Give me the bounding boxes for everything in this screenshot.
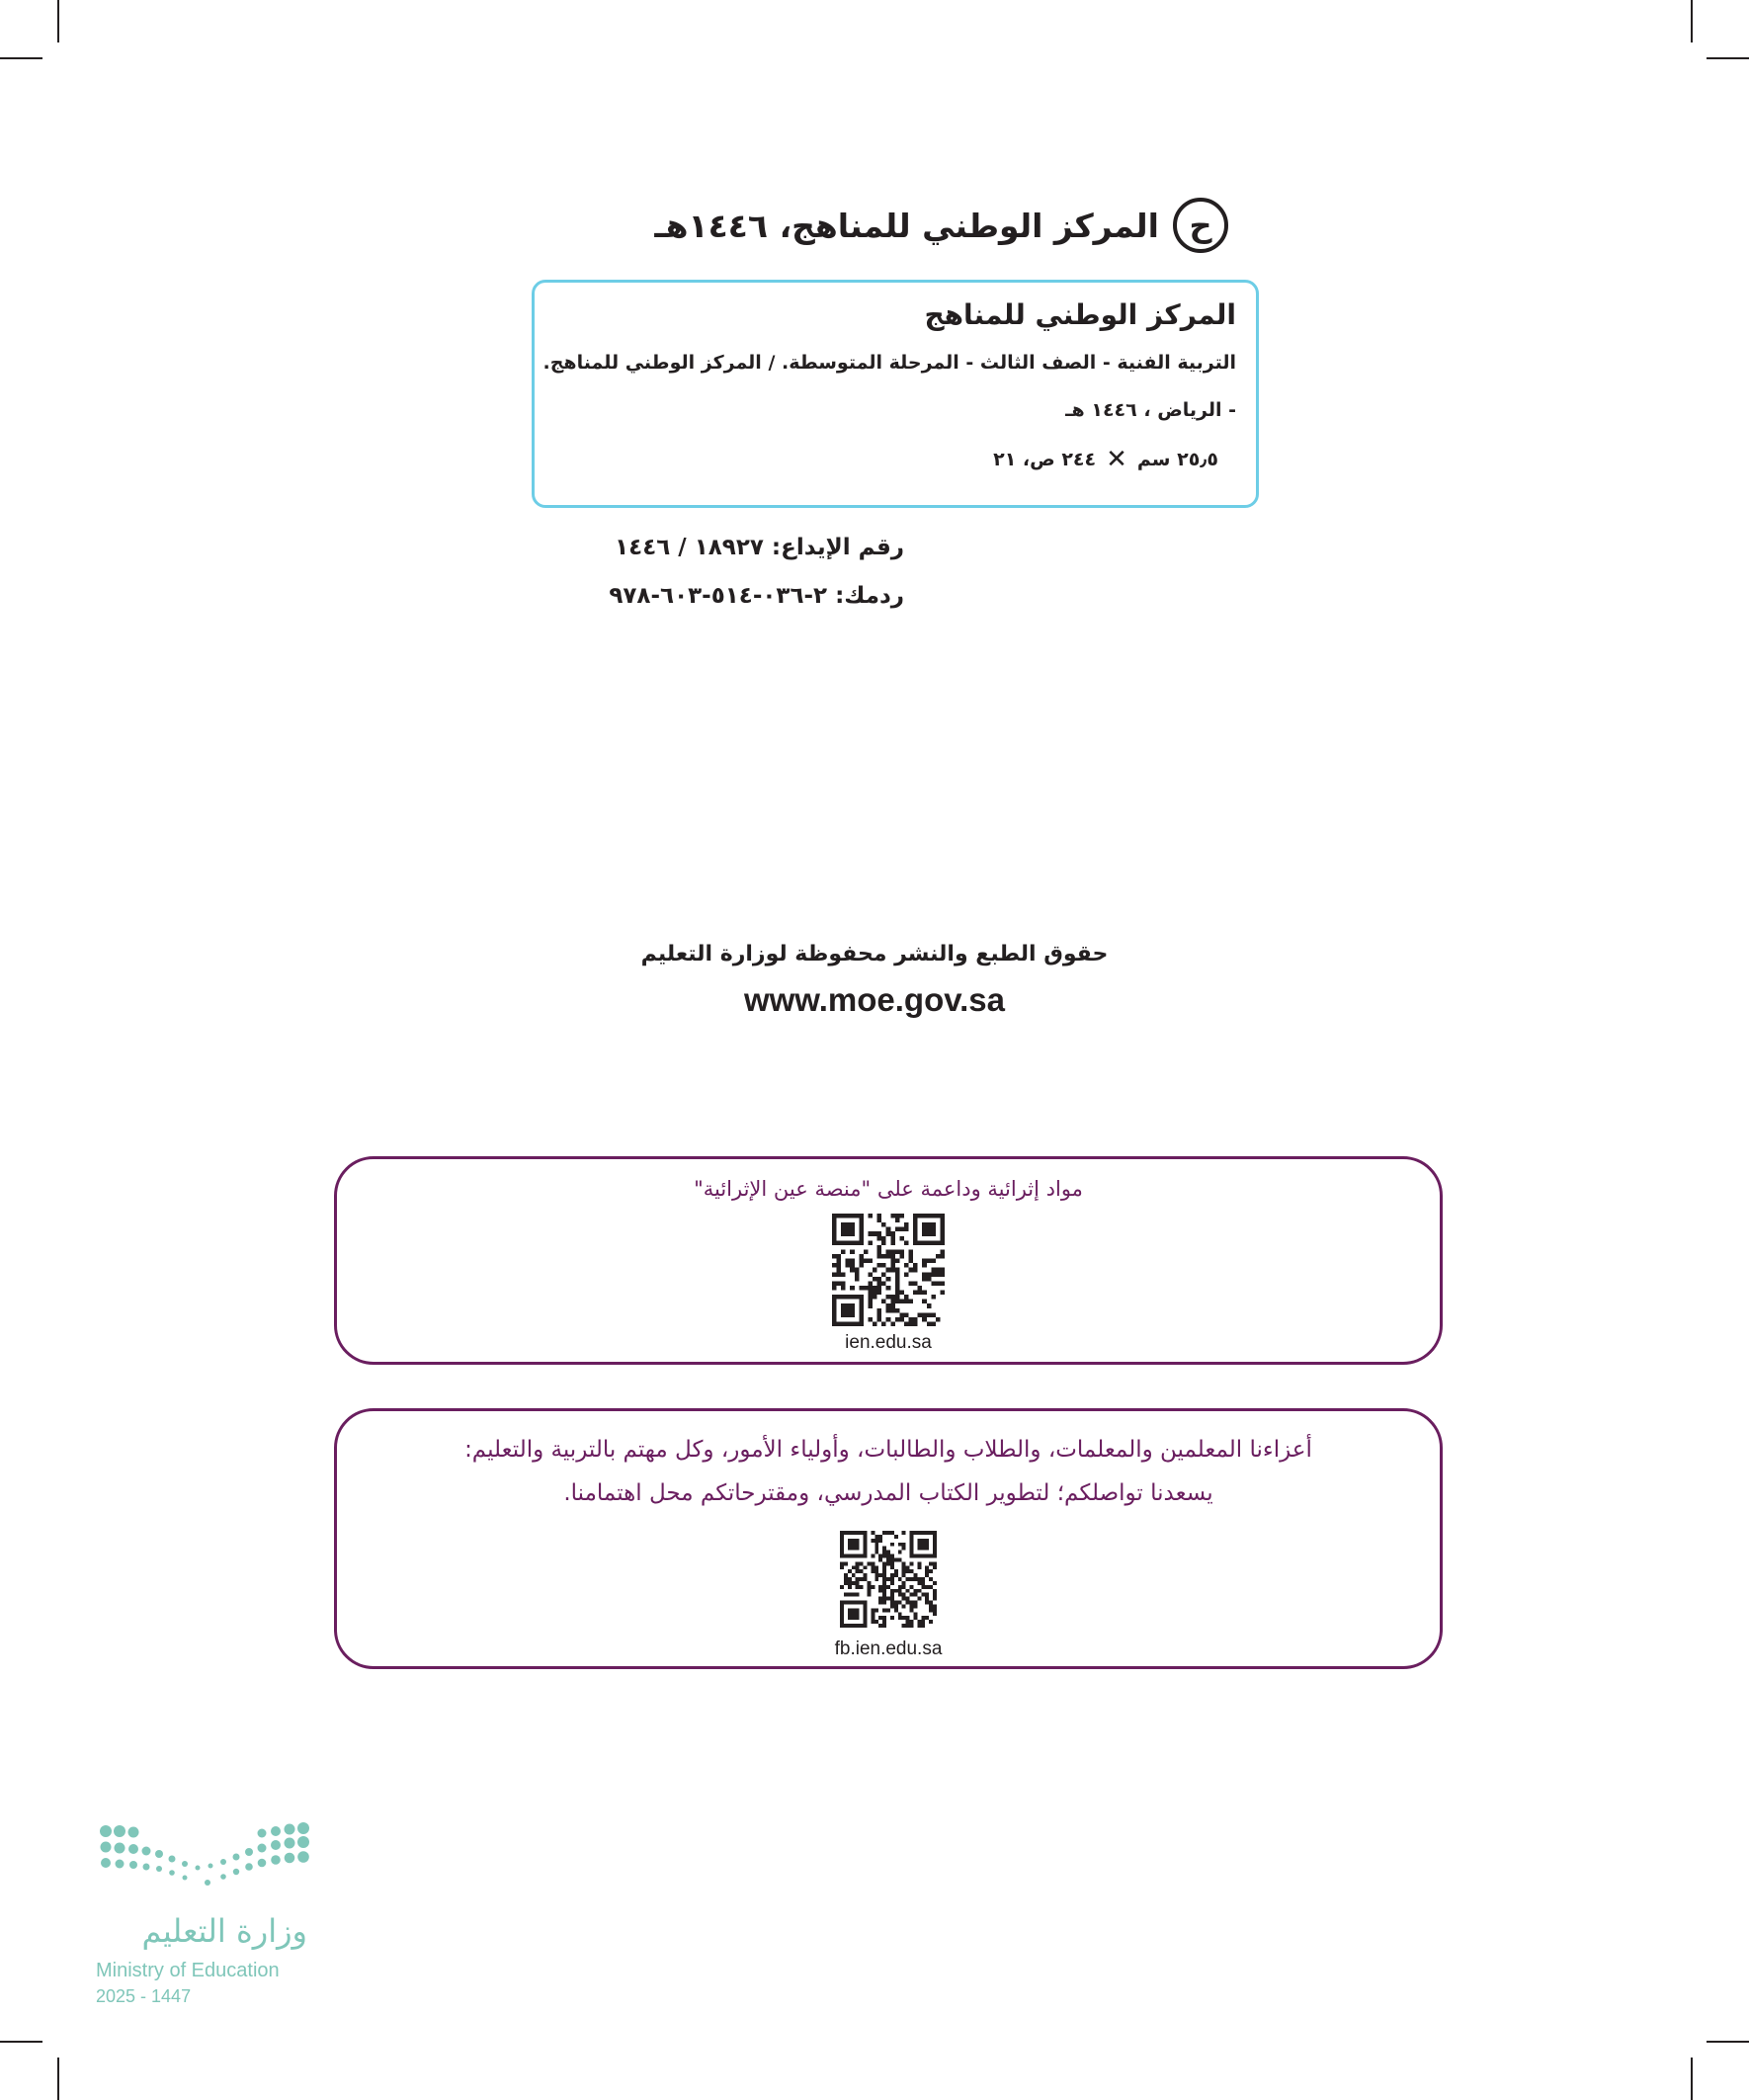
catalog-place-date: - الرياض ، ١٤٤٦ هـ xyxy=(1065,399,1236,421)
rights-notice: حقوق الطبع والنشر محفوظة لوزارة التعليم xyxy=(640,942,1109,966)
crop-mark xyxy=(1707,2041,1749,2043)
catalog-title: المركز الوطني للمناهج xyxy=(924,298,1236,331)
crop-mark xyxy=(1707,57,1749,59)
times-icon: ✕ xyxy=(1106,445,1127,474)
ien-caption: مواد إثرائية وداعمة على "منصة عين الإثرائية" xyxy=(694,1177,1083,1201)
deposit-number: رقم الإيداع: ١٨٩٢٧ / ١٤٤٦ xyxy=(615,535,904,560)
ien-platform-box xyxy=(334,1156,1443,1365)
crop-mark xyxy=(1691,0,1693,42)
qr-code-icon[interactable] xyxy=(840,1531,937,1628)
copyright-heading xyxy=(339,198,1228,253)
catalog-dimensions xyxy=(993,447,1218,472)
copyright-text: المركز الوطني للمناهج، ١٤٤٦هـ xyxy=(654,206,1159,245)
copyright-symbol: ح xyxy=(1189,207,1212,244)
catalog-size: ٢٥٫٥ سم xyxy=(1136,449,1218,470)
crop-mark xyxy=(57,0,59,42)
feedback-url[interactable]: fb.ien.edu.sa xyxy=(834,1638,943,1659)
ien-url[interactable]: ien.edu.sa xyxy=(845,1332,932,1353)
isbn-number: ردمك: ٢-٠٣٦-٥١٤-٦٠٣-٩٧٨ xyxy=(609,583,904,609)
crop-mark xyxy=(0,2041,42,2043)
crop-mark xyxy=(0,57,42,59)
catalog-description: التربية الفنية - الصف الثالث - المرحلة المتوسطة. / المركز الوطني للمناهج. xyxy=(542,352,1236,374)
crop-mark xyxy=(1691,2058,1693,2100)
ministry-year: 2025 - 1447 xyxy=(96,1986,192,2006)
ministry-website-link[interactable]: www.moe.gov.sa xyxy=(743,981,1006,1018)
ministry-name-arabic: وزارة التعليم xyxy=(141,1912,307,1950)
ministry-name-english: Ministry of Education xyxy=(96,1960,280,1981)
copyright-icon xyxy=(1173,198,1228,253)
qr-code-icon[interactable] xyxy=(832,1214,945,1326)
feedback-greeting: أعزاءنا المعلمين والمعلمات، والطلاب والطالبات، وأولياء الأمور، وكل مهتم بالتربية والتعليم: xyxy=(464,1437,1312,1463)
feedback-message: يسعدنا تواصلكم؛ لتطوير الكتاب المدرسي، ومقترحاتكم محل اهتمامنا. xyxy=(563,1480,1213,1506)
feedback-box xyxy=(334,1408,1443,1669)
catalog-card xyxy=(532,280,1259,508)
crop-mark xyxy=(57,2058,59,2100)
catalog-pages: ٢٤٤ ص، ٢١ xyxy=(993,449,1097,470)
